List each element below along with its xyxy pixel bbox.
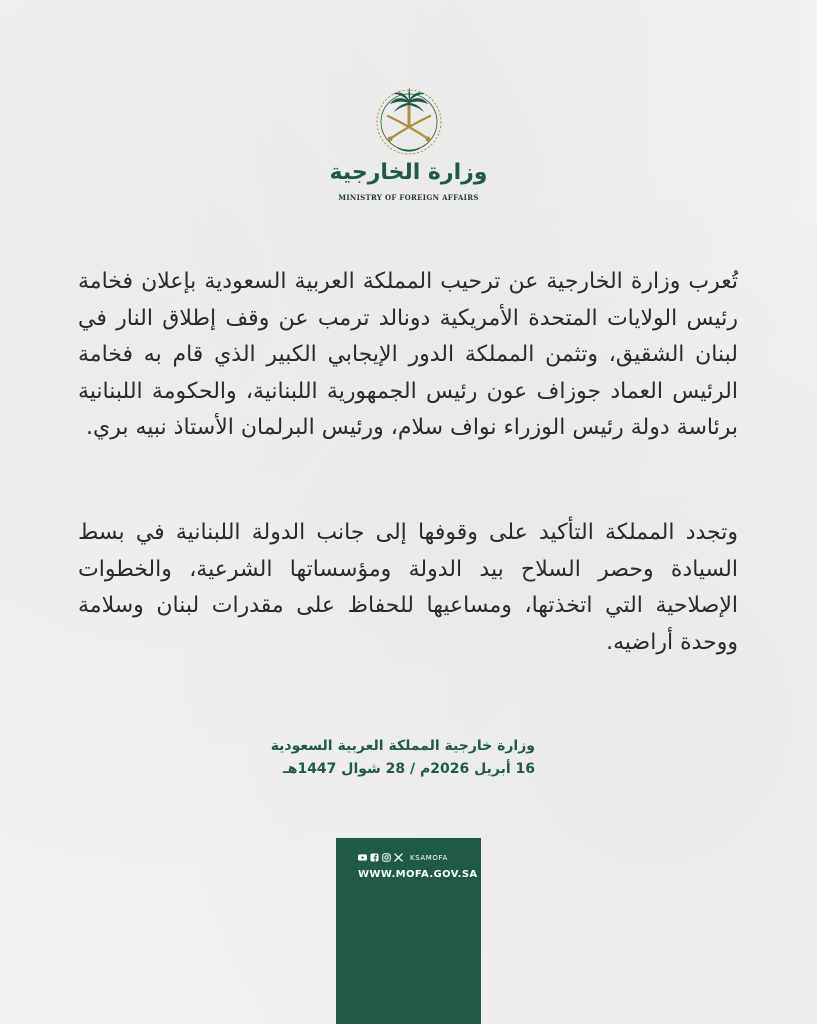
- statement-paragraph-1: تُعرب وزارة الخارجية عن ترحيب المملكة العربية السعودية بإعلان فخامة رئيس الولايات المتحدة الأمريكية دونالد ترمب عن وقف إطلاق النار في لبنان الشقيق، وتثمن المملكة الدور الإيجابي الكبير الذي قام به فخامة الرئيس العماد جوزاف عون رئيس الجمهورية اللبنانية، والحكومة اللبنانية برئاسة دولة رئيس الوزراء نواف سلام، ورئيس البرلمان الأستاذ نبيه بري.: [78, 269, 738, 441]
- issuer-name: وزارة خارجية المملكة العربية السعودية: [270, 738, 535, 754]
- saudi-emblem-icon: [368, 82, 450, 172]
- footer-panel: [336, 838, 481, 1024]
- signature-block: [271, 735, 535, 781]
- x-icon[interactable]: [394, 853, 403, 862]
- ministry-name-english: MINISTRY OF FOREIGN AFFAIRS: [338, 193, 479, 202]
- ministry-name-arabic: وزارة الخارجية: [329, 160, 488, 185]
- issue-date: 16 أبريل 2026م / 28 شوال 1447هـ: [282, 761, 535, 777]
- youtube-icon[interactable]: [358, 853, 367, 862]
- statement-paragraph-2: وتجدد المملكة التأكيد على وقوفها إلى جانب الدولة اللبنانية في بسط السيادة وحصر السلاح بيد الدولة ومؤسساتها الشرعية، والخطوات الإصلاحية التي اتخذتها، ومساعيها للحفاظ على مقدرات لبنان وسلامة ووحدة أراضيه.: [78, 520, 738, 655]
- social-row: [358, 853, 448, 862]
- website-link[interactable]: WWW.MOFA.GOV.SA: [358, 869, 478, 880]
- instagram-icon[interactable]: [382, 853, 391, 862]
- facebook-icon[interactable]: [370, 853, 379, 862]
- social-handle[interactable]: KSAMOFA: [410, 853, 448, 862]
